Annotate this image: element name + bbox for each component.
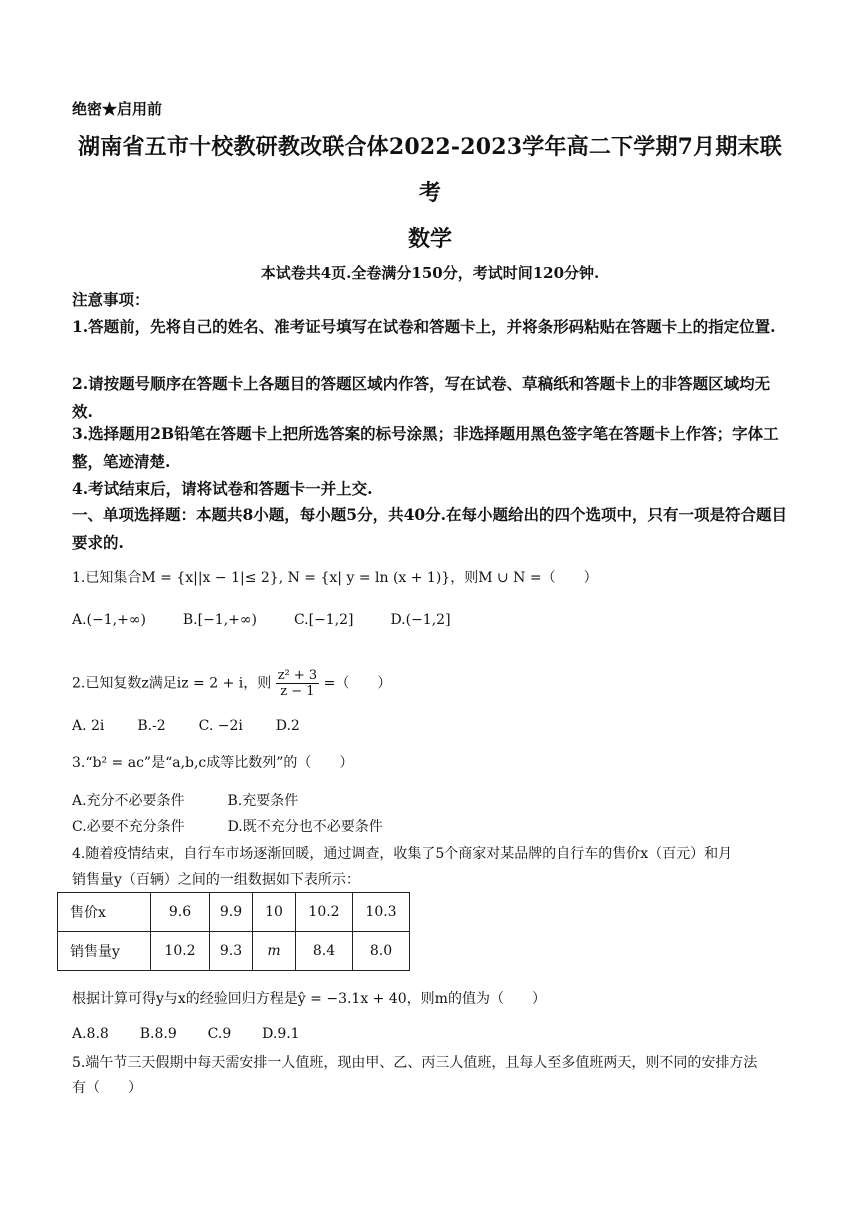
q3-options-row-1 [72, 790, 298, 810]
table-cell: 9.3 [210, 932, 253, 971]
q2-option-b: B.-2 [137, 718, 166, 734]
q2-option-a: A. 2i [72, 718, 105, 734]
q2-option-d: D.2 [275, 718, 300, 734]
notice-item-3: 3.选择题用2B铅笔在答题卡上把所选答案的标号涂黑；非选择题用黑色签字笔在答题卡上作答；字体工整，笔迹清楚. [72, 424, 779, 471]
exam-info: 本试卷共4页.全卷满分150分，考试时间120分钟. [260, 264, 600, 282]
notice-item-2: 2.请按题号顺序在答题卡上各题目的答题区域内作答，写在试卷、草稿纸和答题卡上的非答题区域均无效. [72, 374, 771, 421]
q1-option-c: C.[−1,2] [293, 612, 354, 628]
question-5-line-2: 有（ ） [72, 1080, 142, 1096]
question-4-line-1: 4.随着疫情结束，自行车市场逐渐回暖，通过调查，收集了5个商家对某品牌的自行车的售价x（百元）和月 [72, 846, 733, 862]
table-row [58, 932, 410, 971]
table-cell: 10.3 [353, 893, 410, 932]
table-cell: 10.2 [296, 893, 353, 932]
q2-stem-prefix: 2.已知复数z满足iz = 2 + i，则 [72, 675, 272, 692]
q4-option-b: B.8.9 [139, 1026, 177, 1042]
q1-options [72, 612, 451, 628]
q3-options-row-2 [72, 816, 383, 836]
table-cell: 销售量y [58, 932, 151, 971]
q3-option-a: A.充分不必要条件 [72, 793, 185, 809]
q1-stem: 1.已知集合M = {x||x − 1|≤ 2}, N = {x| y = ln (x + 1)}，则M ∪ N =（ ） [72, 570, 598, 586]
table-cell: 10 [253, 893, 296, 932]
q4-option-c: C.9 [207, 1026, 232, 1042]
exam-title-line-2: 考 [418, 180, 442, 206]
table-cell: 8.4 [296, 932, 353, 971]
table-cell: 售价x [58, 893, 151, 932]
q2-fraction-numerator: z² + 3 [277, 668, 318, 683]
q2-options [72, 718, 300, 734]
q4-data-table [57, 892, 410, 971]
q2-stem-suffix: =（ ） [323, 675, 392, 692]
q4-options [72, 1026, 300, 1042]
exam-title-line-1: 湖南省五市十校教研教改联合体2022-2023学年高二下学期7月期末联 [78, 134, 782, 160]
table-cell: 9.6 [151, 893, 210, 932]
q1-option-d: D.(−1,2] [390, 612, 451, 628]
q2-fraction-denominator: z − 1 [280, 684, 315, 699]
question-4-line-3: 根据计算可得y与x的经验回归方程是ŷ = −3.1x + 40，则m的值为（ ） [72, 991, 546, 1007]
question-2 [72, 668, 391, 699]
q4-option-d: D.9.1 [262, 1026, 300, 1042]
q3-option-b: B.充要条件 [227, 793, 299, 809]
table-cell: 9.9 [210, 893, 253, 932]
question-3: 3.“b² = ac”是“a,b,c成等比数列”的（ ） [72, 755, 354, 771]
notice-item-1: 1.答题前，先将自己的姓名、准考证号填写在试卷和答题卡上，并将条形码粘贴在答题卡上的指定位置. [72, 317, 776, 336]
q1-option-b: B.[−1,+∞) [182, 612, 258, 628]
section-one-heading: 一、单项选择题：本题共8小题，每小题5分，共40分.在每小题给出的四个选项中，只有一项是符合题目要求的. [72, 505, 788, 552]
table-row [58, 893, 410, 932]
q2-fraction [276, 668, 320, 699]
question-1 [72, 567, 598, 587]
q2-option-c: C. −2i [198, 718, 243, 734]
q3-option-c: C.必要不充分条件 [72, 819, 185, 835]
q1-option-a: A.(−1,+∞) [72, 612, 146, 628]
question-5-line-1: 5.端午节三天假期中每天需安排一人值班，现由甲、乙、丙三人值班，且每人至多值班两天，则不同的安排方法 [72, 1055, 758, 1071]
table-cell: m [253, 932, 296, 971]
q3-option-d: D.既不充分也不必要条件 [227, 819, 383, 835]
table-cell: 10.2 [151, 932, 210, 971]
table-cell: 8.0 [353, 932, 410, 971]
subject-title: 数学 [407, 226, 452, 252]
notice-heading: 注意事项： [72, 290, 150, 309]
question-4-line-2: 销售量y（百辆）之间的一组数据如下表所示： [72, 872, 360, 888]
confidential-label: 绝密★启用前 [72, 100, 163, 118]
notice-item-4: 4.考试结束后，请将试卷和答题卡一并上交. [72, 479, 373, 498]
q4-option-a: A.8.8 [72, 1026, 109, 1042]
